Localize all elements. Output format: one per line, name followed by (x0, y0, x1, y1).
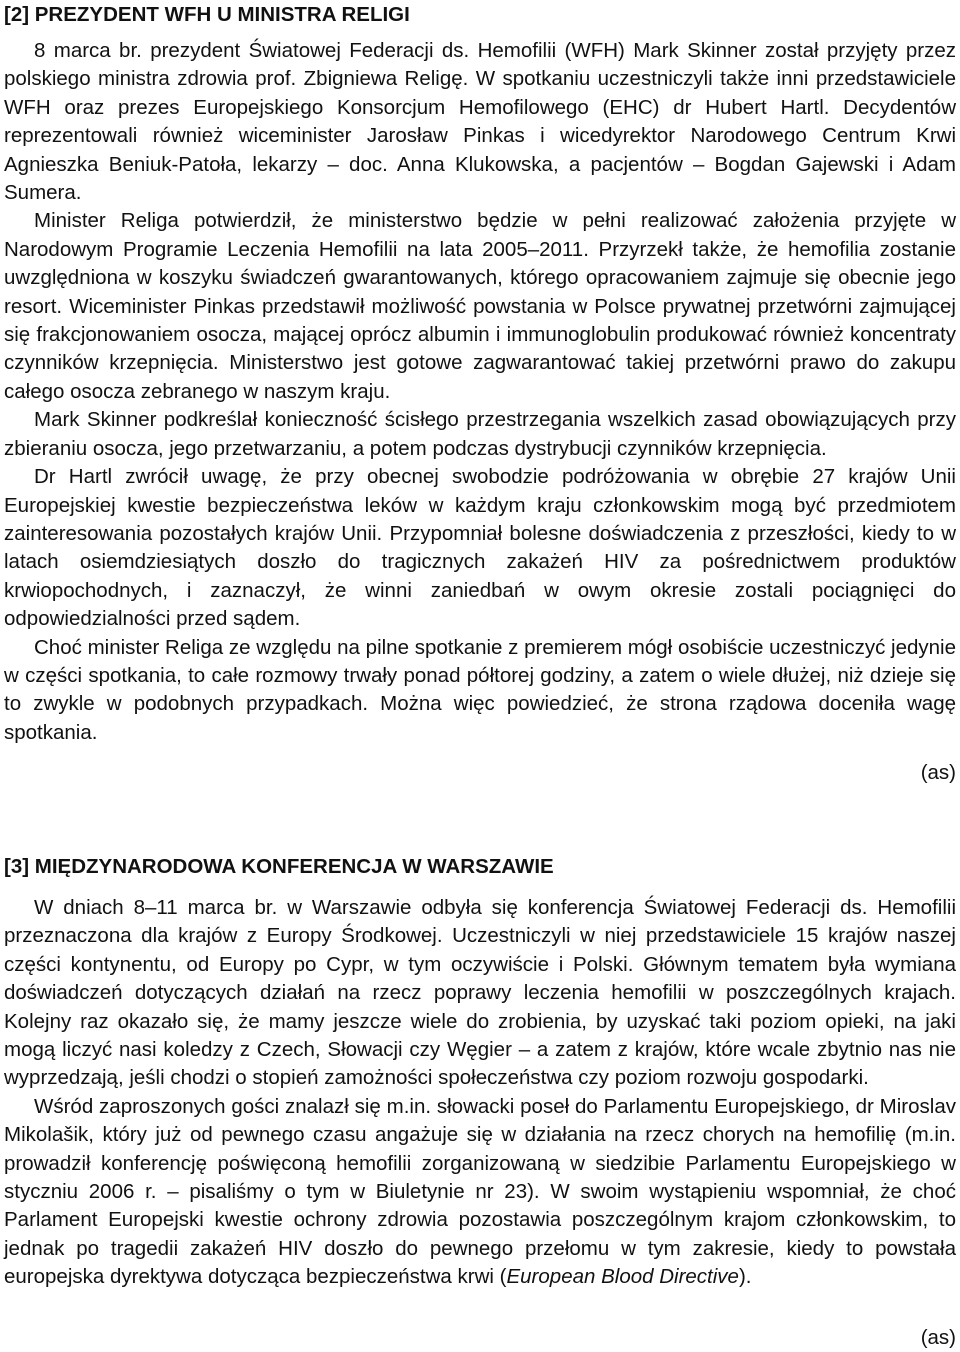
paragraph: Minister Religa potwierdził, że ministerstwo będzie w pełni realizować założenia przyjęte w Narodowym Programie Leczenia Hemofilii na lata 2005–2011. Przyrzekł także, że hemofilia zostanie uwzględniona w koszyku świadczeń gwarantowanych, którego opracowaniem zajmuje się obecnie jego resort. Wiceminister Pinkas przedstawił możliwość powstania w Polsce prywatnej przetwórni zajmującej się frakcjonowaniem osocza, mającej oprócz albumin i immunoglobulin produkować również koncentraty czynników krzepnięcia. Ministerstwo jest gotowe zagwarantować takiej przetwórni prawo do zakupu całego osocza zebranego w naszym kraju. (4, 209, 956, 403)
paragraph: Choć minister Religa ze względu na pilne spotkanie z premierem mógł osobiście uczestniczyć jedynie w części spotkania, to całe rozmowy trwały ponad półtorej godziny, a zatem o wiele dłużej, niż dzieje się to zwykle w podobnych przypadkach. Można więc powiedzieć, że strona rządowa doceniła wagę spotkania. (4, 635, 956, 744)
section-body-president-wfh (4, 37, 956, 747)
paragraph: Mark Skinner podkreślał konieczność ścisłego przestrzegania wszelkich zasad obowiązujących przy zbieraniu osocza, jego przetwarzaniu, a potem podczas dystrybucji czynników krzepnięcia. (4, 408, 956, 460)
directive-title: European Blood Directive (506, 1265, 739, 1289)
section-body-warsaw-conference (4, 894, 956, 1292)
author-signature: (as) (920, 761, 956, 784)
paragraph: W dniach 8–11 marca br. w Warszawie odbyła się konferencja Światowej Federacji ds. Hemofilii przeznaczona dla krajów z Europy Środkowej. Uczestniczyli w niej przedstawiciele 15 krajów naszej części kontynentu, od Europy po Cypr, w tym oczywiście i Polski. Głównym tematem była wymiana doświadczeń dotyczących działań na rzecz poprawy leczenia hemofilii w poszczególnych krajach. Kolejny raz okazało się, że mamy jeszcze wiele do zrobienia, by uzyskać taki poziom opieki, na jaki mogą liczyć nasi koledzy z Czech, Słowacji czy Węgier – a zatem z krajów, które wcale zbytnio nas nie wyprzedzają, jeśli chodzi o stopień zamożności społeczeństwa czy poziom rozwoju gospodarki. (4, 896, 956, 1090)
paragraph: Dr Hartl zwrócił uwagę, że przy obecnej swobodzie podróżowania w obrębie 27 krajów Unii Europejskiej kwestie bezpieczeństwa leków w każdym kraju członkowskim mogą być przedmiotem zainteresowania pozostałych krajów Unii. Przypomniał bolesne doświadczenia z przeszłości, kiedy to w latach osiemdziesiątych doszło do tragicznych zakażeń HIV za pośrednictwem produktów krwiopochodnych, i zaznaczył, że winni zaniedbań w owym okresie zostali pociągnięci do odpowiedzialności przed sądem. (4, 465, 956, 631)
paragraph: 8 marca br. prezydent Światowej Federacji ds. Hemofilii (WFH) Mark Skinner został przyjęty przez polskiego ministra zdrowia prof. Zbigniewa Religę. W spotkaniu uczestniczyli także inni przedstawiciele WFH oraz prezes Europejskiego Konsorcjum Hemofilowego (EHC) dr Hubert Hartl. Decydentów reprezentowali również wiceminister Jarosław Pinkas i wicedyrektor Narodowego Centrum Krwi Agnieszka Beniuk-Patoła, lekarzy – doc. Anna Klukowska, a pacjentów – Bogdan Gajewski i Adam Sumera. (4, 39, 956, 205)
section-heading-president-wfh: [2] PREZYDENT WFH U MINISTRA RELIGI (4, 3, 410, 26)
author-signature: (as) (920, 1326, 956, 1349)
section-heading-warsaw-conference: [3] MIĘDZYNARODOWA KONFERENCJA W WARSZAWIE (4, 855, 554, 878)
paragraph: Wśród zaproszonych gości znalazł się m.in. słowacki poseł do Parlamentu Europejskiego, dr Miroslav Mikolašik, który już od pewnego czasu angażuje się w działania na rzecz chorych na hemofilię (m.in. prowadził konferencję poświęconą hemofilii zorganizowaną w siedzibie Parlamentu Europejskiego w styczniu 2006 r. – pisaliśmy o tym w Biuletynie nr 23). W swoim wystąpieniu wspomniał, że choć Parlament Europejski kwestie ochrony zdrowia pozostawia poszczególnym krajom członkowskim, to jednak po tragedii zakażeń HIV doszło do pewnego przełomu w tym zakresie, kiedy to powstała europejska dyrektywa dotycząca bezpieczeństwa krwi (European Blood Directive). (4, 1094, 956, 1289)
